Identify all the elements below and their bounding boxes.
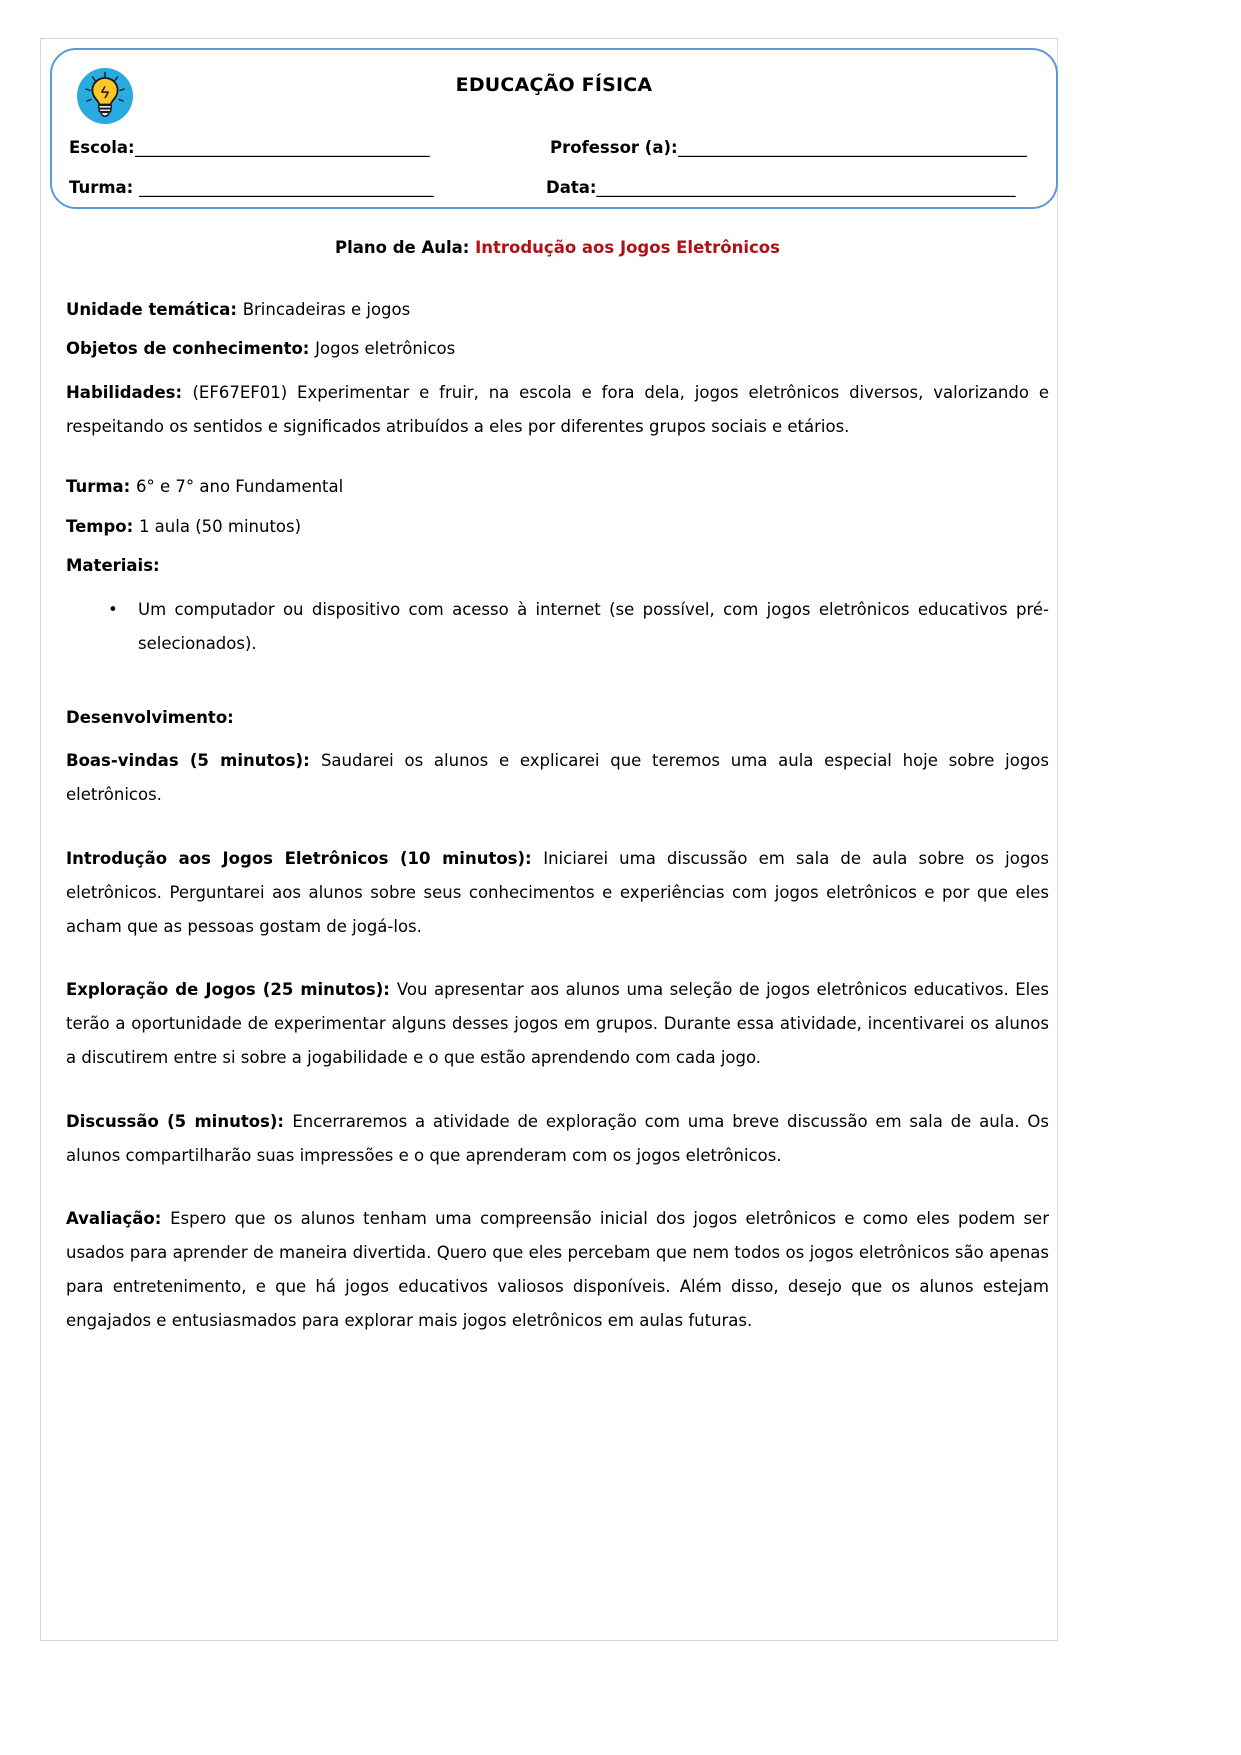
tempo-value: 1 aula (50 minutos) — [138, 516, 302, 536]
header-card — [50, 48, 1058, 209]
field-turma-line[interactable]: ______________________________________ — [138, 178, 434, 197]
page-title: EDUCAÇÃO FÍSICA — [455, 74, 653, 96]
objetos-conhecimento-value: Jogos eletrônicos — [315, 339, 456, 359]
step-discussao-text: Encerraremos a atividade de exploração com uma breve discussão em sala de aula. Os alunos compartilharão suas impressões e o que aprenderam com os jogos eletrônicos. — [66, 1111, 1050, 1165]
desenvolvimento-heading — [66, 705, 1049, 732]
field-data[interactable] — [546, 178, 1026, 197]
plan-title — [66, 236, 1049, 261]
habilidades-value: (EF67EF01) Experimentar e fruir, na escola e fora dela, jogos eletrônicos diversos, valorizando e respeitando os sentidos e significados atribuídos a eles por diferentes grupos sociais e etários. — [66, 383, 1049, 436]
objetos-conhecimento-line — [66, 336, 1049, 363]
step-exploracao — [66, 973, 1049, 1074]
avaliacao-value: Espero que os alunos tenham uma compreensão inicial dos jogos eletrônicos e como eles podem ser usados para aprender de maneira divertida. Quero que eles percebam que nem todos os jogos eletrônicos são apenas para entretenimento, e que há jogos educativos valiosos disponíveis. Além disso, desejo que os alunos estejam engajados e entusiasmados para explorar mais jogos eletrônicos em aulas futuras. — [66, 1209, 1049, 1330]
list-item — [108, 593, 1049, 661]
field-professor[interactable] — [550, 138, 1041, 157]
header-field-row-2 — [52, 178, 1056, 208]
turma-label: Turma: — [66, 476, 136, 496]
step-discussao — [66, 1105, 1049, 1173]
turma-value: 6° e 7° ano Fundamental — [136, 476, 344, 496]
step-exploracao-text: Vou apresentar aos alunos uma seleção de jogos eletrônicos educativos. Eles terão a oportunidade de experimentar alguns desses jogos em grupos. Durante essa atividade, incentivarei os alunos a discutirem entre si sobre a jogabilidade e o que estão aprendendo com cada jogo. — [66, 980, 1049, 1067]
objetos-conhecimento-label: Objetos de conhecimento: — [66, 339, 316, 359]
materiais-heading — [66, 553, 1049, 580]
field-professor-line[interactable]: _____________________________________________ — [677, 138, 1027, 157]
header-field-row-1 — [52, 138, 1056, 168]
field-data-line[interactable]: ______________________________________________________ — [596, 178, 1015, 197]
step-boas-vindas — [66, 744, 1049, 812]
turma-line — [66, 474, 1049, 501]
habilidades-paragraph — [66, 376, 1049, 444]
materiais-label: Materiais: — [66, 556, 160, 576]
unidade-tematica-label: Unidade temática: — [66, 299, 243, 319]
plan-title-value: Introdução aos Jogos Eletrônicos — [475, 238, 780, 257]
desenvolvimento-label: Desenvolvimento: — [66, 707, 234, 727]
habilidades-label: Habilidades: — [66, 383, 193, 403]
bullet-icon: • — [108, 599, 118, 619]
step-introducao — [66, 842, 1049, 943]
unidade-tematica-value: Brincadeiras e jogos — [242, 299, 411, 319]
avaliacao-paragraph — [66, 1202, 1049, 1337]
step-discussao-label: Discussão (5 minutos): — [66, 1111, 293, 1131]
field-escola-line[interactable]: ______________________________________ — [134, 138, 430, 157]
unidade-tematica-line — [66, 297, 1049, 324]
field-escola[interactable] — [69, 138, 465, 157]
field-data-label: Data: — [546, 178, 597, 197]
list-item-text: Um computador ou dispositivo com acesso à internet (se possível, com jogos eletrônicos educativos pré-selecionados). — [138, 599, 1049, 653]
step-exploracao-label: Exploração de Jogos (25 minutos): — [66, 980, 397, 1000]
plan-title-label: Plano de Aula: — [335, 238, 476, 257]
avaliacao-label: Avaliação: — [66, 1209, 171, 1229]
document-body — [66, 236, 1049, 1351]
tempo-label: Tempo: — [66, 516, 139, 536]
tempo-line — [66, 514, 1049, 541]
step-introducao-text: Iniciarei uma discussão em sala de aula sobre os jogos eletrônicos. Perguntarei aos alunos sobre seus conhecimentos e experiências com jogos eletrônicos e por que eles acham que as pessoas gostam de jogá-los. — [66, 848, 1049, 936]
step-boas-vindas-text: Saudarei os alunos e explicarei que teremos uma aula especial hoje sobre jogos eletrônicos. — [66, 751, 1050, 805]
step-introducao-label: Introdução aos Jogos Eletrônicos (10 minutos): — [66, 848, 544, 868]
materiais-list — [66, 593, 1049, 661]
field-professor-label: Professor (a): — [550, 138, 678, 157]
field-turma-label: Turma: — [69, 178, 134, 197]
step-boas-vindas-label: Boas-vindas (5 minutos): — [66, 751, 321, 771]
field-turma[interactable] — [69, 178, 461, 197]
field-escola-label: Escola: — [69, 138, 135, 157]
